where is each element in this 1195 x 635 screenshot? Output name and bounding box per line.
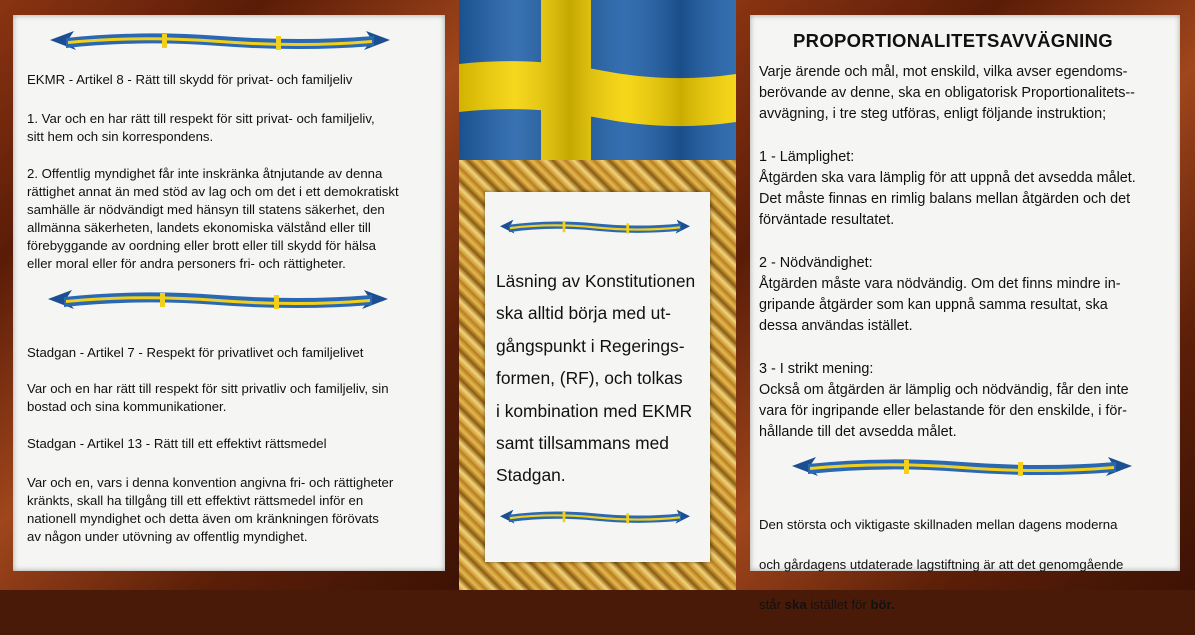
step1-heading: 1 - Lämplighet: <box>759 149 855 165</box>
ekmr-paragraph-1: 1. Var och en har rätt till respekt för sitt privat- och familjeliv, sitt hem och sin korrespondens. <box>27 111 375 144</box>
footer-note <box>759 495 1123 635</box>
step3-heading: 3 - I strikt mening: <box>759 361 874 377</box>
stadgan7-heading: Stadgan - Artikel 7 - Respekt för privatlivet och familjelivet <box>27 345 364 360</box>
ekmr-paragraph-2: 2. Offentlig myndighet får inte inskränka åtnjutande av denna rättighet annat än med stöd av lag och om det i ett demokratiskt samhälle är nödvändigt med hänsyn till statens säkerhet, den allmänna säkerheten, landets ekonomiska välstånd eller till förebyggande av oordning eller brott eller till skydd för hälsa eller moral eller för andra personers fri- och rättigheter. <box>27 166 399 271</box>
stadgan7-paragraph: Var och en har rätt till respekt för sitt privatliv och familjeliv, sin bostad och sina kommunikationer. <box>27 381 389 414</box>
footer-bold-bor: bör. <box>870 597 895 612</box>
step2-text: Åtgärden måste vara nödvändig. Om det finns mindre in- gripande åtgärder som kan uppnå samma resultat, ska dessa användas istället. <box>759 276 1121 335</box>
footer-bold-ska: ska <box>784 597 807 612</box>
footer-line-1: Den största och viktigaste skillnaden mellan dagens moderna <box>759 517 1118 532</box>
step2-heading: 2 - Nödvändighet: <box>759 255 873 271</box>
step3-text: Också om åtgärden är lämplig och nödvändig, får den inte vara för ingripande eller belastande för den enskilde, i för- hållande till det avsedda målet. <box>759 382 1129 441</box>
footer-prefix: står <box>759 597 785 612</box>
ribbon-decoration <box>792 452 1132 482</box>
ribbon-decoration <box>48 285 388 315</box>
stadgan13-paragraph: Var och en, vars i denna konvention angivna fri- och rättigheter kränkts, skall ha tillgång till ett effektivt rättsmedel inför en nationell myndighet och detta även om kränkningen förövats av någon under utövning av offentlig myndighet. <box>27 475 394 544</box>
page-title: PROPORTIONALITETSAVVÄGNING <box>793 30 1113 51</box>
footer-line-2: och gårdagens utdaterade lagstiftning är att det genomgående <box>759 557 1124 572</box>
footer-mid: istället för <box>806 597 871 612</box>
constitution-reading-note: Läsning av Konstitutionen ska alltid börja med ut- gångspunkt i Regerings- formen, (RF), och tolkas i kombination med EKMR samt tillsammans med Stadgan. <box>496 271 696 486</box>
footer-line-3 <box>759 595 1123 615</box>
ribbon-decoration <box>50 26 390 56</box>
ribbon-decoration <box>500 506 690 528</box>
ribbon-decoration <box>500 216 690 238</box>
step1-text: Åtgärden ska vara lämplig för att uppnå det avsedda målet. Det måste finnas en rimlig balans mellan åtgärden och det förväntade resultatet. <box>759 170 1136 229</box>
ekmr-heading: EKMR - Artikel 8 - Rätt till skydd för privat- och familjeliv <box>27 72 353 87</box>
proportionality-intro: Varje ärende och mål, mot enskild, vilka avser egendoms- berövande av denne, ska en obligatorisk Proportionalitets-- avvägning, i tre steg utföras, enligt följande instruktion; <box>759 64 1135 123</box>
swedish-flag <box>459 0 736 160</box>
stadgan13-heading: Stadgan - Artikel 13 - Rätt till ett effektivt rättsmedel <box>27 436 327 451</box>
